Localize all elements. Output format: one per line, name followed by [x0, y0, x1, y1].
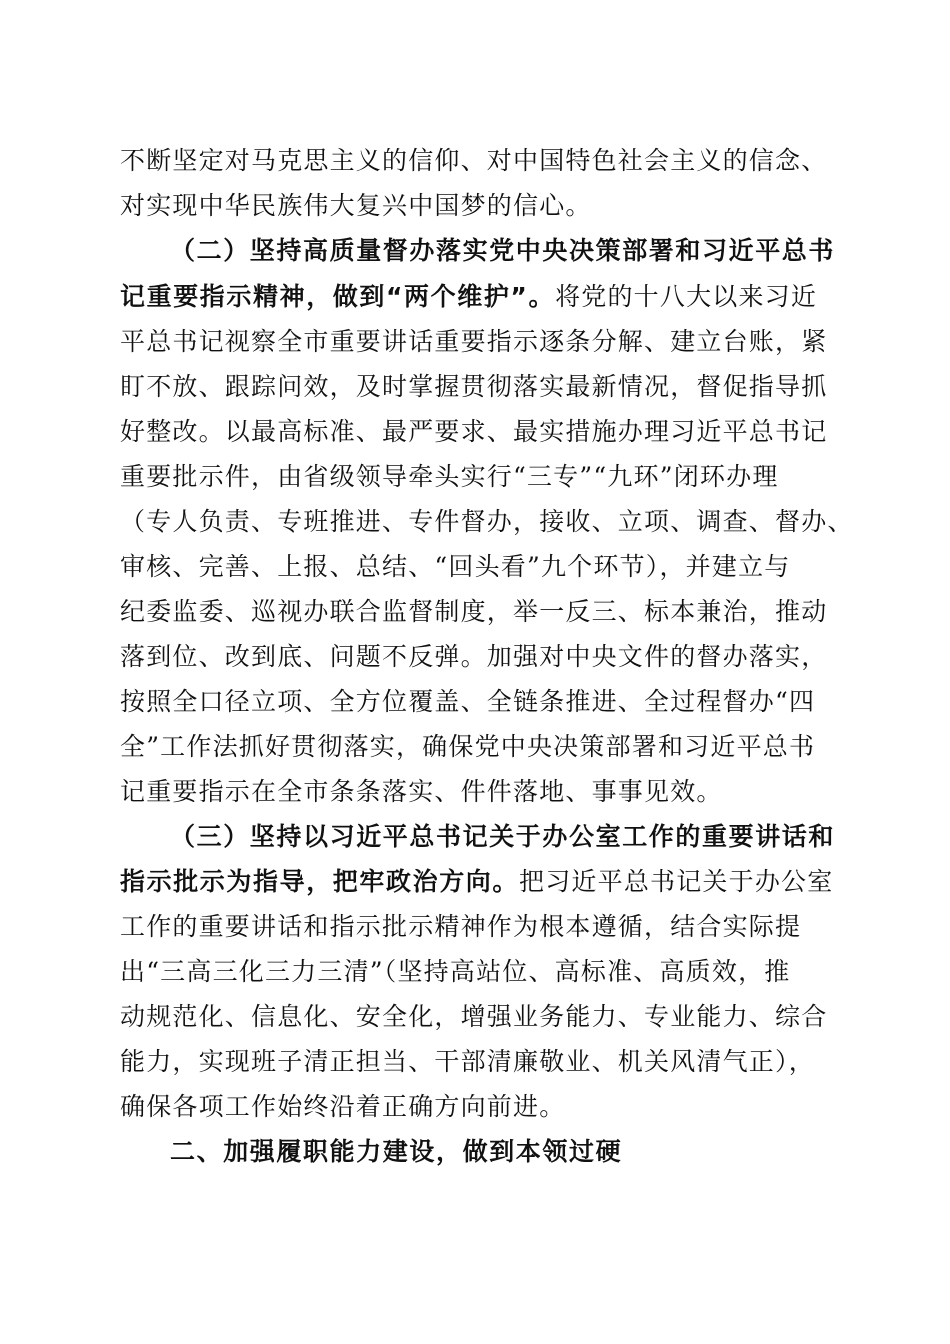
text-line: 盯不放、跟踪问效，及时掌握贯彻落实最新情况，督促指导抓	[120, 372, 828, 401]
text-line: 记重要指示精神，做到“两个维护”。将党的十八大以来习近	[120, 282, 818, 311]
text-line: 动规范化、信息化、安全化，增强业务能力、专业能力、综合	[120, 1002, 828, 1031]
section-heading: 二、加强履职能力建设，做到本领过硬	[170, 1137, 623, 1166]
text-line: 好整改。以最高标准、最严要求、最实措施办理习近平总书记	[120, 417, 828, 446]
text-line: 指示批示为指导，把牢政治方向。把习近平总书记关于办公室	[120, 867, 834, 896]
text-line: 不断坚定对马克思主义的信仰、对中国特色社会主义的信念、	[120, 146, 828, 175]
text-line: （专人负责、专班推进、专件督办，接收、立项、调查、督办、	[120, 507, 854, 536]
text-line: 能力，实现班子清正担当、干部清廉敬业、机关风清气正），	[120, 1047, 815, 1076]
text-line: 落到位、改到底、问题不反弹。加强对中央文件的督办落实，	[120, 642, 828, 671]
subsection-heading-2: （二）坚持高质量督办落实党中央决策部署和习近平总书	[170, 236, 836, 265]
text-line: 平总书记视察全市重要讲话重要指示逐条分解、建立台账，紧	[120, 327, 828, 356]
text-line: 纪委监委、巡视办联合监督制度，举一反三、标本兼治，推动	[120, 597, 828, 626]
text-line: 重要批示件，由省级领导牵头实行“三专”“九环”闭环办理	[120, 462, 779, 491]
text-line: 对实现中华民族伟大复兴中国梦的信心。	[120, 191, 592, 220]
subsection-heading-3: （三）坚持以习近平总书记关于办公室工作的重要讲话和	[170, 822, 836, 851]
text-line: 记重要指示在全市条条落实、件件落地、事事见效。	[120, 777, 723, 806]
text-line: 全”工作法抓好贯彻落实，确保党中央决策部署和习近平总书	[120, 732, 816, 761]
text-line: 按照全口径立项、全方位覆盖、全链条推进、全过程督办“四	[120, 687, 816, 716]
text-line: 审核、完善、上报、总结、“回头看”九个环节），并建立与	[120, 552, 791, 581]
text-line: 确保各项工作始终沿着正确方向前进。	[120, 1092, 566, 1121]
text-line: 出“三高三化三力三清”（坚持高站位、高标准、高质效，推	[120, 957, 791, 986]
text-line: 工作的重要讲话和指示批示精神作为根本遵循，结合实际提	[120, 912, 802, 941]
